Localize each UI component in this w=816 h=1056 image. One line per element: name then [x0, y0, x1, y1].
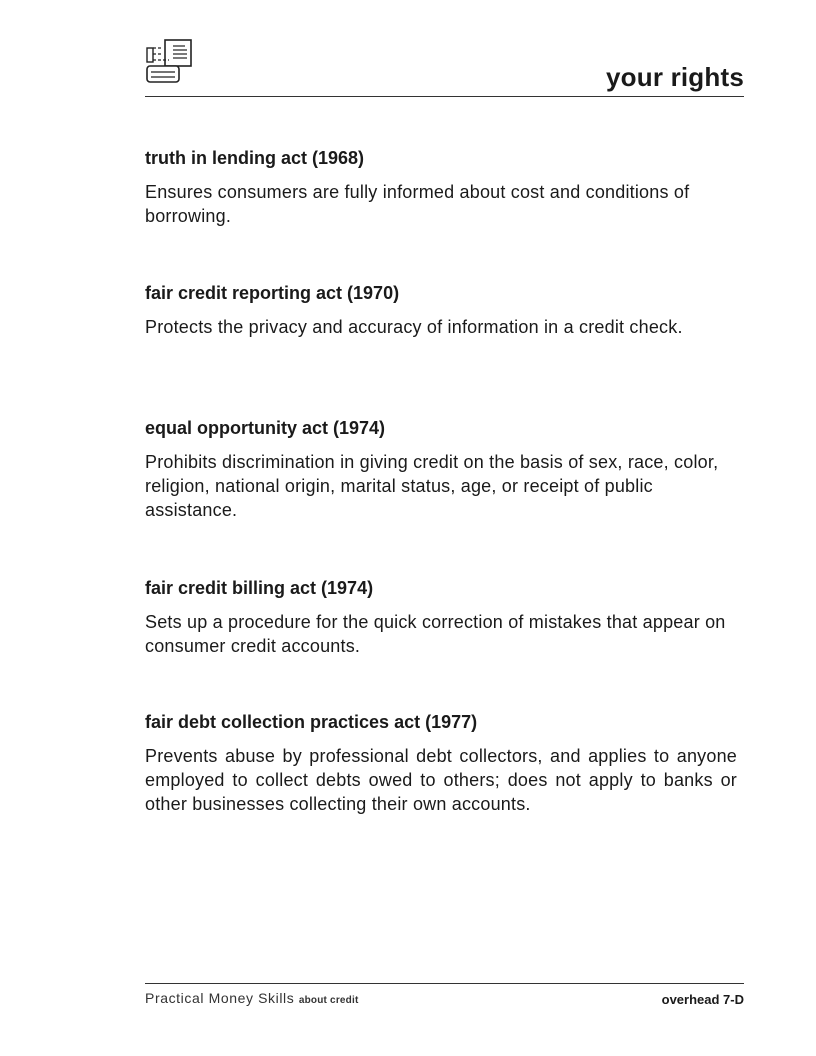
header-divider: [145, 96, 744, 97]
section-fair-credit-reporting: [145, 281, 683, 339]
page-title: your rights: [606, 62, 744, 92]
section-title: truth in lending act (1968): [145, 148, 365, 168]
brand-name: Practical Money Skills: [145, 990, 295, 1006]
section-fair-credit-billing: [145, 576, 737, 658]
section-body: Ensures consumers are fully informed about cost and conditions of borrowing.: [145, 182, 690, 226]
section-body: Sets up a procedure for the quick correction of mistakes that appear on consumer credit accounts.: [145, 612, 726, 656]
section-title: equal opportunity act (1974): [145, 418, 386, 438]
section-truth-in-lending: [145, 146, 737, 228]
documents-icon: [145, 38, 195, 86]
footer-divider: [145, 983, 744, 984]
section-equal-opportunity: [145, 416, 737, 522]
footer-subtitle: about credit: [298, 995, 359, 1006]
section-title: fair credit reporting act (1970): [145, 283, 400, 303]
section-body: Prevents abuse by professional debt collectors, and applies to anyone employed to collect debts owed to others; does not apply to banks or other businesses collecting their own accounts.: [145, 746, 737, 814]
section-body: Protects the privacy and accuracy of information in a credit check.: [145, 317, 683, 337]
overhead-number: overhead 7-D: [661, 992, 744, 1007]
section-fair-debt-collection: [145, 710, 737, 816]
section-title: fair debt collection practices act (1977): [145, 712, 478, 732]
footer-brand: [145, 990, 359, 1006]
section-title: fair credit billing act (1974): [145, 578, 374, 598]
section-body: Prohibits discrimination in giving credit on the basis of sex, race, color, religion, national origin, marital status, age, or receipt of public assistance.: [145, 452, 719, 520]
